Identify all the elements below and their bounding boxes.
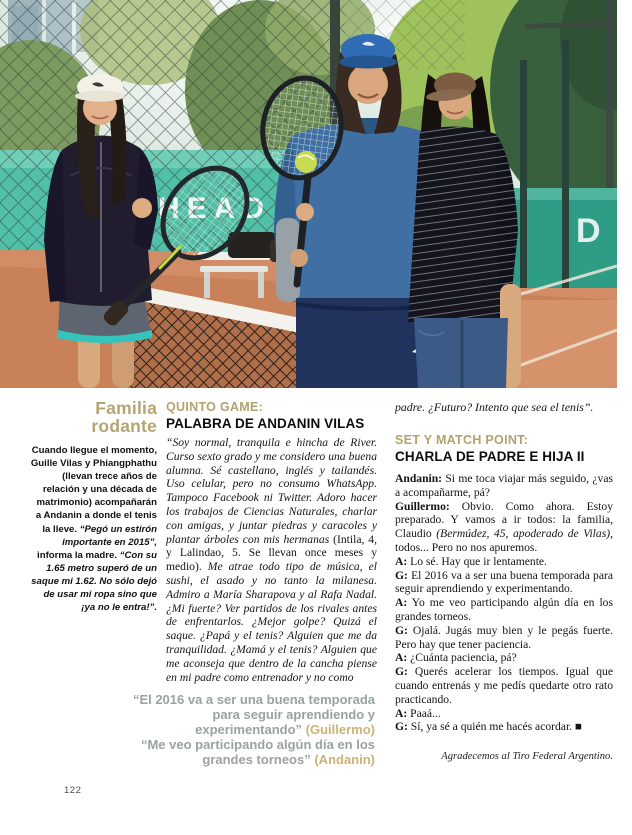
interview-continuation: padre. ¿Futuro? Intento que sea el tenis”. xyxy=(395,400,594,414)
dialogue-line: G: Querés acelerar los tiempos. Igual que cuando entrenás y me pedís quedarte otro rato practicando. xyxy=(395,665,613,706)
tennis-ball xyxy=(295,151,317,173)
dialogue-line: G: Sí, ya sé a quién me hacés acordar. ■ xyxy=(395,720,582,734)
guillermo-hand-upper xyxy=(296,203,314,221)
photo-credit: Agradecemos al Tiro Federal Argentino. xyxy=(441,751,613,762)
page-number: 122 xyxy=(64,785,82,796)
sidebar-quote-1: “Pegó un estirón importante en 2015”, xyxy=(62,523,157,548)
interview-body: “Soy normal, tranquila e hincha de River. Curso sexto grado y me considero una buena alumna. Sé castellano, inglés y tailandés. Uso celular, pero no consumo WhatsApp. Tampoco Facebook ni Twitter. Adoro hacer los trabajos de Ciencias Naturales, charlar con amigas, y juntar piedras y caracoles y plantar árboles con mis hermanas (Intila, 4, y Lalindao, 5. Se llevan once meses y medio). Me atrae todo tipo de música, el sushi, el asado y no tanto la milanesa. Admiro a María Sharapova y al Rafa Nadal. ¿Mi fuerte? Ver partidos de los rivales antes de enfrentarlos. ¿Mejor golpe? Quizá el saque. ¿Papá y el tenis? Alguien que me da tranquilidad. ¿Mamá y el tenis? Alguien que me aconseja que dentro de la cancha piense en mi padre como entrenador y no como xyxy=(166,436,377,684)
pull-quote-line-2: “Me veo participando algún día en los grandes torneos” (Andanin) xyxy=(140,737,375,767)
head-signage-partial: D xyxy=(576,212,601,250)
sidebar-body: Cuando llegue el momento, Guille Vilas y Phiangphathu (llevan trece años de relación y una década de matrimonio) acompañarán a Andanin a donde el tenis la lleve. “Pegó un estirón importante en 2015”, informa la madre. “Con su 1.65 metro superó de un saque mi 1.62. No sólo dejó de usar mi ropa sino que ¡ya no le entra!”. xyxy=(30,445,157,614)
guillermo-hand-lower xyxy=(290,249,308,267)
pull-quote-line-1: “El 2016 va a ser una buena temporada para seguir aprendiendo y experimentando” (Guillermo) xyxy=(132,692,375,737)
sidebar-title: Familia rodante xyxy=(91,398,157,436)
dialogue-line: G: El 2016 va a ser una buena temporada para seguir aprendiendo y experimentando. xyxy=(395,568,613,596)
section-headline-palabra: PALABRA DE ANDANIN VILAS xyxy=(166,416,365,431)
family-photo-illustration xyxy=(0,0,617,388)
dialogue-line: G: Ojalá. Jugás muy bien y le pegás fuerte. Pero hay que tener paciencia. xyxy=(395,623,613,651)
section-kicker-quinto-game: QUINTO GAME: xyxy=(166,400,264,414)
pull-quote xyxy=(112,692,375,767)
section-kicker-set-match: SET Y MATCH POINT: xyxy=(395,433,529,447)
section-headline-charla: CHARLA DE PADRE E HIJA II xyxy=(395,449,585,464)
dialogue-line: A: Yo me veo participando algún día en los grandes torneos. xyxy=(395,596,613,623)
pull-quote-attribution-andanin: (Andanin) xyxy=(310,752,375,767)
family-photo xyxy=(0,0,617,388)
dialogue-line: A: Lo sé. Hay que ir lentamente. xyxy=(395,554,547,568)
middle-column xyxy=(166,400,377,684)
dialogue-block xyxy=(395,472,613,734)
left-sidebar-column xyxy=(30,399,157,614)
pull-quote-attribution-guillermo: (Guillermo) xyxy=(302,722,375,737)
end-of-article-marker: ■ xyxy=(574,720,582,734)
dialogue-line: Andanin: Si me toca viajar más seguido, ¿vas a acompañarme, pá? xyxy=(395,472,613,499)
right-column xyxy=(395,400,613,734)
sidebar-quote-2: “Con su 1.65 metro superó de un saque mi 1.62. No sólo dejó de usar mi ropa sino que ¡ya no le entra!”. xyxy=(31,549,157,614)
dialogue-line: Guillermo: Obvio. Como ahora. Estoy preparado. Y vamos a ir todos: la familia, Claudio (Bermúdez, 45, apoderado de Vilas), todos... Pero no nos apuremos. xyxy=(395,499,613,554)
dialogue-line: A: Paaá... xyxy=(395,706,441,720)
dialogue-line: A: ¿Cuánta paciencia, pá? xyxy=(395,651,517,665)
daughter-hand xyxy=(132,198,152,218)
